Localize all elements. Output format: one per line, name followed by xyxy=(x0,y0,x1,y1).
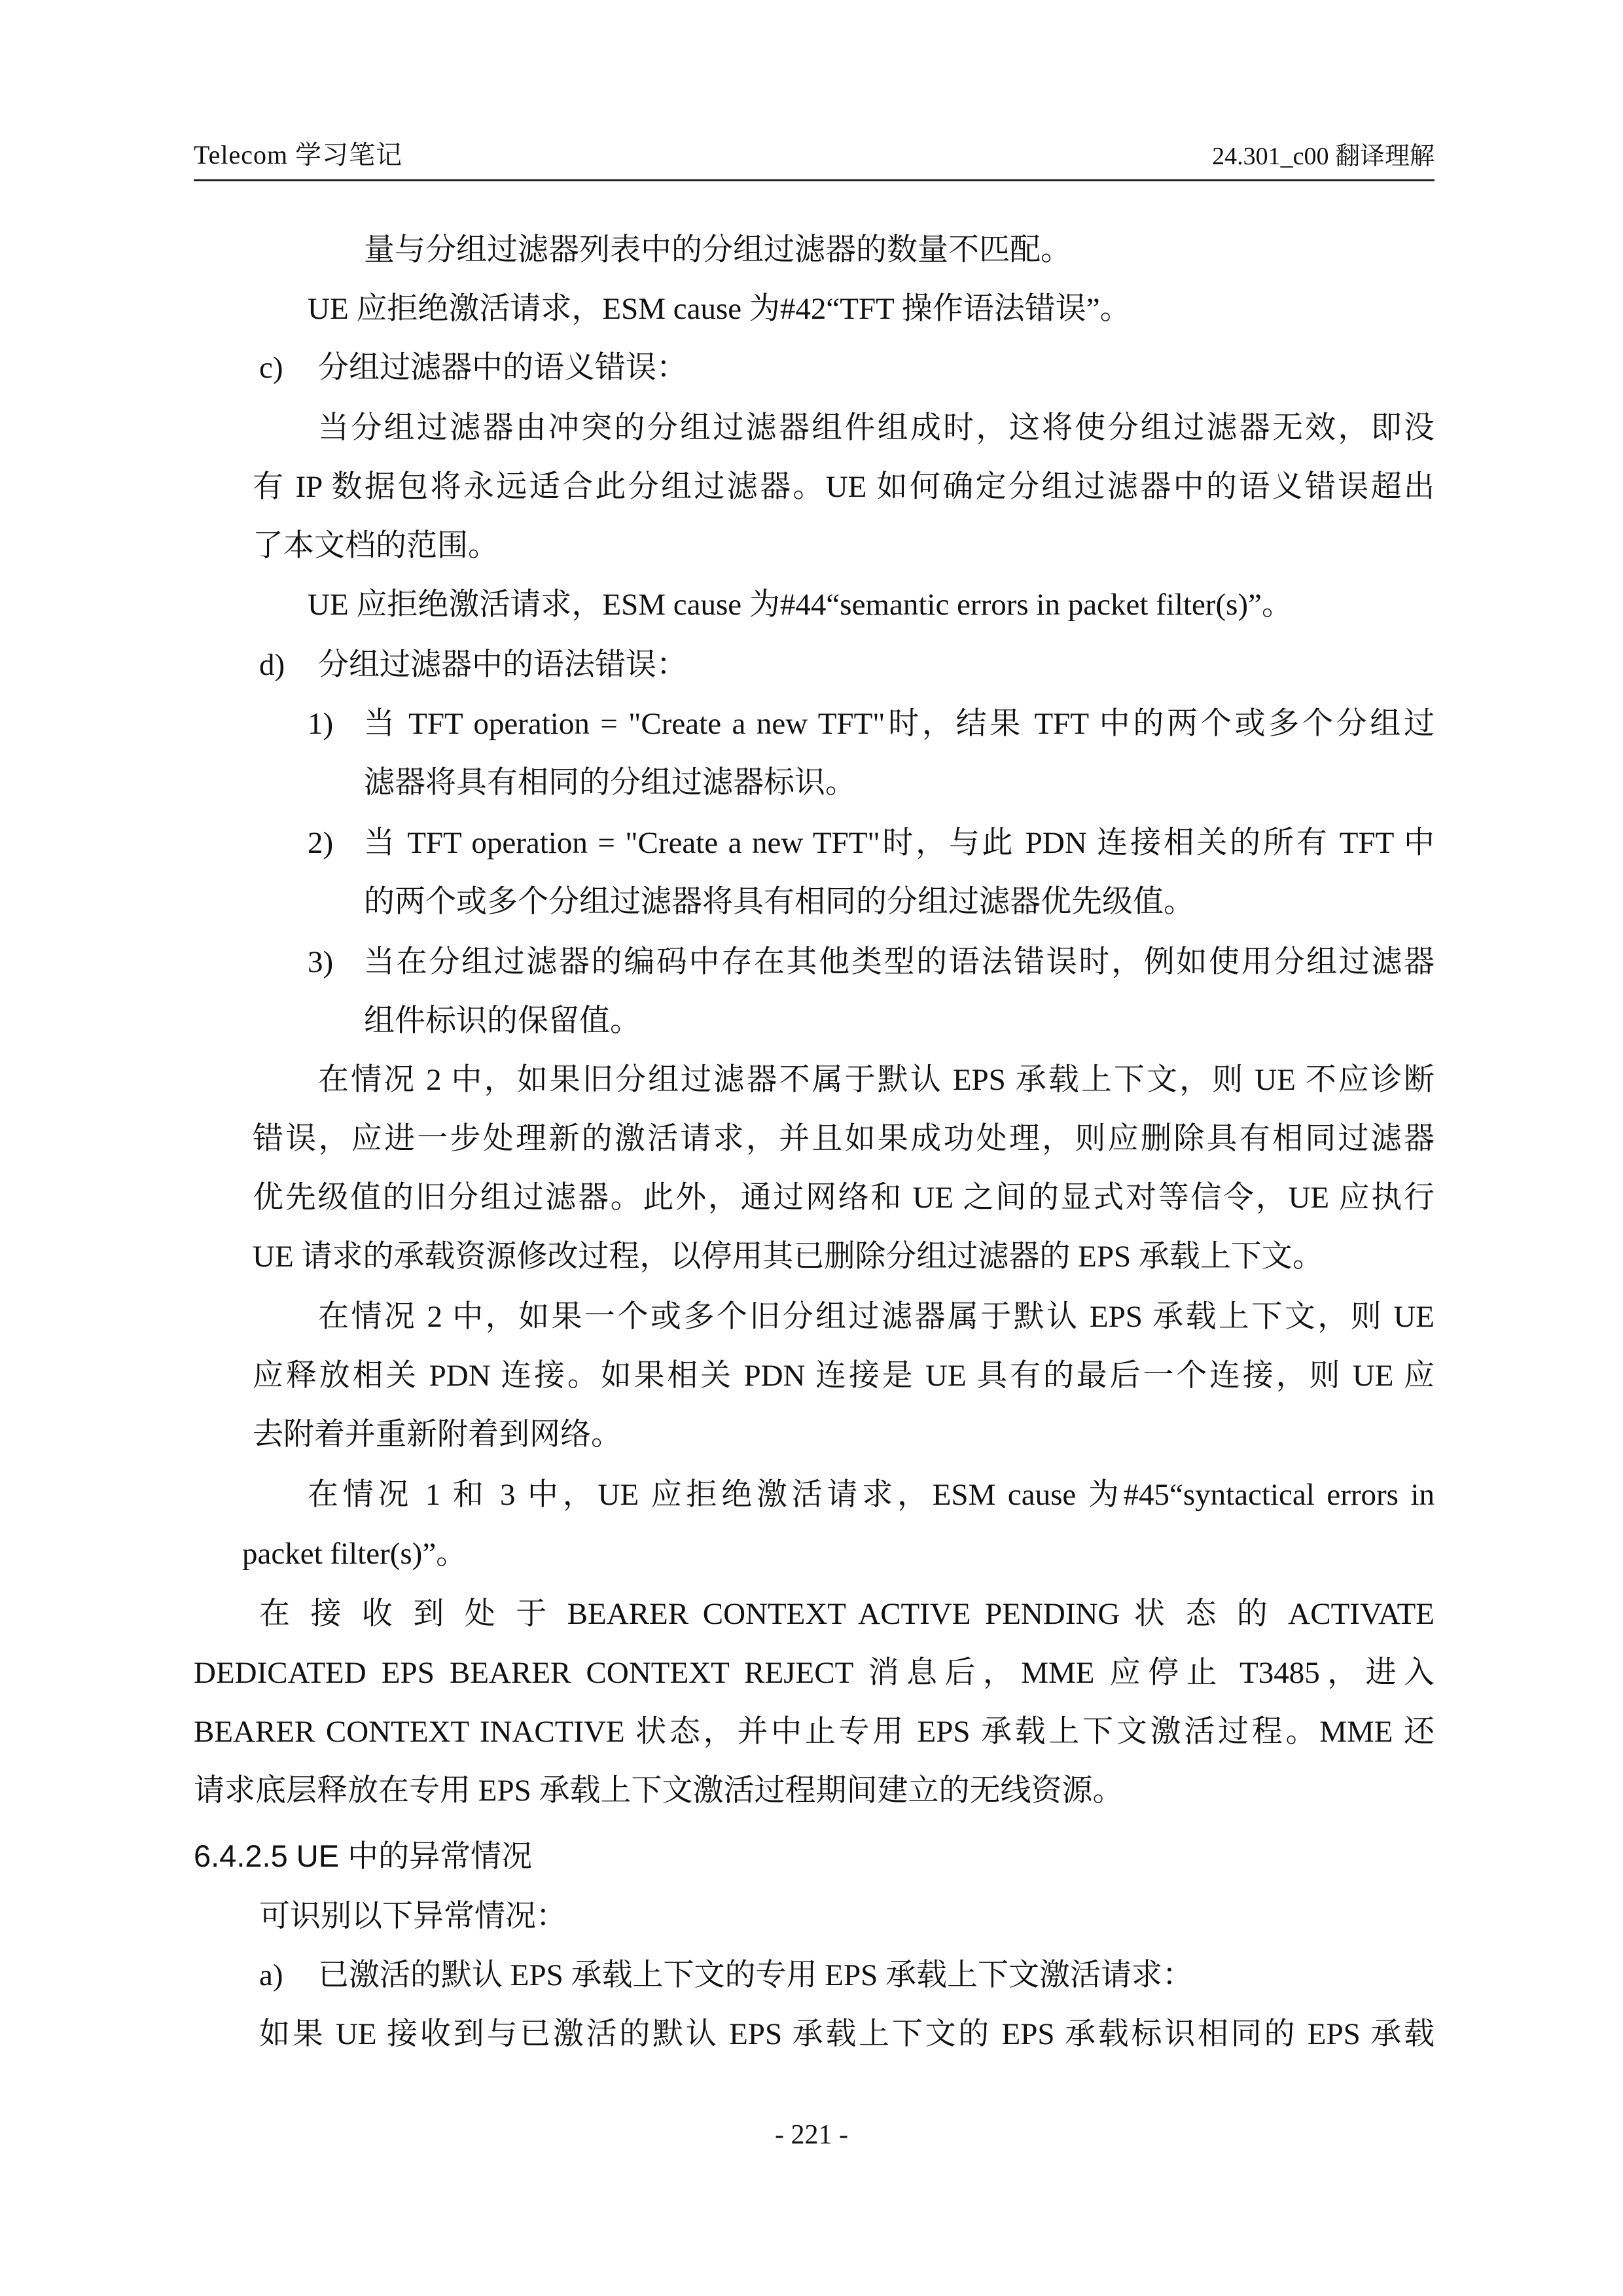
list-item-text: 当 TFT operation = "Create a new TFT"时，与此 PDN 连接相关的所有 TFT 中 xyxy=(364,826,1435,860)
text-line: packet filter(s)”。 xyxy=(242,1537,467,1571)
text-line: 去附着并重新附着到网络。 xyxy=(253,1418,622,1452)
list-item-text: 分组过滤器中的语法错误： xyxy=(318,648,687,682)
header-right-title: 24.301_c00 翻译理解 xyxy=(1212,143,1435,170)
page-header xyxy=(194,134,1435,181)
text-line: 了本文档的范围。 xyxy=(253,529,499,563)
text-line: 在 接 收 到 处 于 BEARER CONTEXT ACTIVE PENDING 状 态 的 ACTIVATE xyxy=(259,1597,1435,1631)
list-label: 3) xyxy=(308,945,334,979)
list-label: 2) xyxy=(308,826,334,860)
text-line: 请求底层释放在专用 EPS 承载上下文激活过程期间建立的无线资源。 xyxy=(194,1774,1124,1808)
list-item-text: 滤器将具有相同的分组过滤器标识。 xyxy=(364,766,856,800)
header-left-title: Telecom 学习笔记 xyxy=(194,140,403,170)
list-item-text: 已激活的默认 EPS 承载上下文的专用 EPS 承载上下文激活请求： xyxy=(318,1958,1193,1992)
text-line: 在情况 1 和 3 中，UE 应拒绝激活请求，ESM cause 为#45“syntactical errors in xyxy=(308,1478,1435,1512)
list-item-text: 分组过滤器中的语义错误： xyxy=(318,351,687,385)
text-line: 有 IP 数据包将永远适合此分组过滤器。UE 如何确定分组过滤器中的语义错误超出 xyxy=(253,470,1435,504)
text-line: UE 应拒绝激活请求，ESM cause 为#42“TFT 操作语法错误”。 xyxy=(308,292,1131,326)
text-line: DEDICATED EPS BEARER CONTEXT REJECT 消息后，MME 应停止 T3485，进入 xyxy=(194,1656,1435,1690)
text-line: 当分组过滤器由冲突的分组过滤器组件组成时，这将使分组过滤器无效，即没 xyxy=(318,411,1435,445)
text-line: 量与分组过滤器列表中的分组过滤器的数量不匹配。 xyxy=(364,233,1071,267)
list-label: c) xyxy=(259,351,283,385)
text-line: 可识别以下异常情况： xyxy=(259,1899,567,1933)
text-line: 错误，应进一步处理新的激活请求，并且如果成功处理，则应删除具有相同过滤器 xyxy=(253,1122,1435,1156)
list-item-text: 当在分组过滤器的编码中存在其他类型的语法错误时，例如使用分组过滤器 xyxy=(364,945,1435,979)
text-line: 优先级值的旧分组过滤器。此外，通过网络和 UE 之间的显式对等信令，UE 应执行 xyxy=(253,1181,1435,1215)
text-line: UE 请求的承载资源修改过程，以停用其已删除分组过滤器的 EPS 承载上下文。 xyxy=(253,1240,1323,1274)
list-label: a) xyxy=(259,1958,283,1992)
list-item-text: 当 TFT operation = "Create a new TFT"时，结果 TFT 中的两个或多个分组过 xyxy=(364,707,1435,741)
text-line: 在情况 2 中，如果一个或多个旧分组过滤器属于默认 EPS 承载上下文，则 UE xyxy=(318,1300,1435,1334)
section-heading: 6.4.2.5 UE 中的异常情况 xyxy=(194,1839,533,1873)
list-item-text: 的两个或多个分组过滤器将具有相同的分组过滤器优先级值。 xyxy=(364,885,1194,919)
page-number: - 221 - xyxy=(775,2120,848,2150)
text-line: 应释放相关 PDN 连接。如果相关 PDN 连接是 UE 具有的最后一个连接，则 UE 应 xyxy=(253,1359,1435,1393)
list-item-text: 组件标识的保留值。 xyxy=(364,1004,641,1038)
text-line: 在情况 2 中，如果旧分组过滤器不属于默认 EPS 承载上下文，则 UE 不应诊断 xyxy=(318,1063,1435,1097)
text-line: 如果 UE 接收到与已激活的默认 EPS 承载上下文的 EPS 承载标识相同的 EPS 承载 xyxy=(259,2017,1435,2051)
text-line: UE 应拒绝激活请求，ESM cause 为#44“semantic errors in packet filter(s)”。 xyxy=(308,588,1293,622)
list-label: 1) xyxy=(308,707,334,741)
list-label: d) xyxy=(259,648,285,682)
text-line: BEARER CONTEXT INACTIVE 状态，并中止专用 EPS 承载上下文激活过程。MME 还 xyxy=(194,1715,1435,1749)
